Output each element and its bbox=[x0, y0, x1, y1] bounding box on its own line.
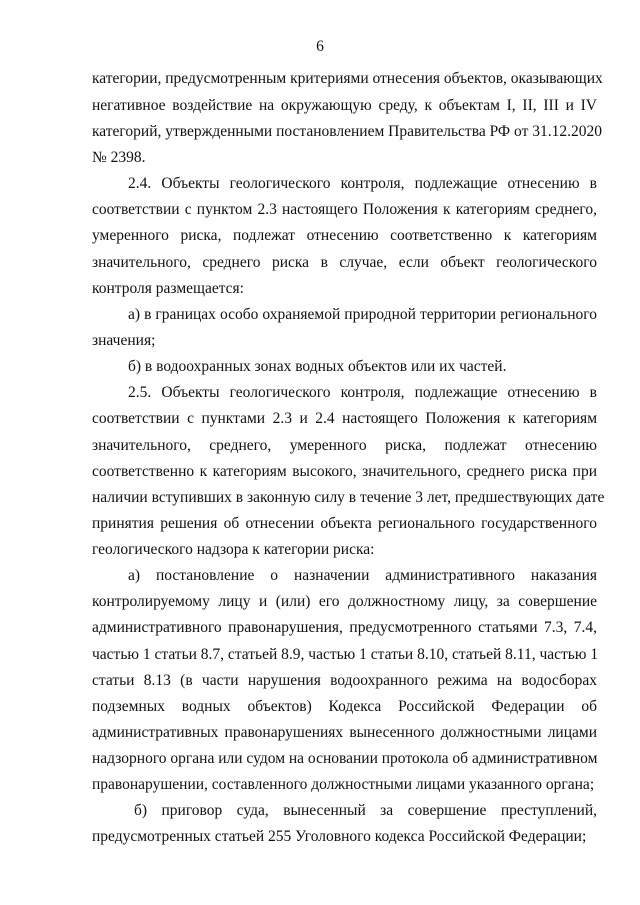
text-line: предусмотренных статьей 255 Уголовного кодекса Российской Федерации; bbox=[92, 828, 587, 845]
text-line: а) постановление о назначении административного наказания bbox=[128, 567, 597, 584]
text-line: б) в водоохранных зонах водных объектов или их частей. bbox=[128, 358, 507, 375]
text-line: подземных водных объектов) Кодекса Российской Федерации об bbox=[92, 698, 597, 715]
text-line: значительного, среднего, умеренного риска, подлежат отнесению bbox=[92, 437, 597, 454]
text-line: категории, предусмотренным критериями отнесения объектов, оказывающих bbox=[92, 70, 603, 87]
text-line: № 2398. bbox=[92, 149, 146, 166]
text-line: контроля размещается: bbox=[92, 280, 244, 297]
text-line: надзорного органа или судом на основании протокола об административном bbox=[92, 750, 598, 767]
text-line: соответствии с пунктами 2.3 и 2.4 настоящего Положения к категориям bbox=[92, 410, 597, 427]
text-line: негативное воздействие на окружающую среду, к объектам I, II, III и IV bbox=[92, 97, 597, 114]
text-line: административных правонарушениях вынесенного должностными лицами bbox=[92, 724, 597, 741]
text-line: соответственно к категориям высокого, значительного, среднего риска при bbox=[92, 463, 597, 480]
page-number: 6 bbox=[316, 38, 324, 55]
text-line: 2.5. Объекты геологического контроля, подлежащие отнесению в bbox=[128, 384, 597, 401]
text-line: значения; bbox=[92, 332, 156, 349]
text-line: контролируемому лицу и (или) его должностному лицу, за совершение bbox=[92, 593, 597, 610]
text-line: правонарушении, составленного должностными лицами указанного органа; bbox=[92, 776, 595, 793]
text-line: геологического надзора к категории риска: bbox=[92, 541, 375, 558]
text-line: а) в границах особо охраняемой природной территории регионального bbox=[128, 306, 597, 323]
text-line: б) приговор суда, вынесенный за совершение преступлений, bbox=[134, 802, 597, 819]
text-line: 2.4. Объекты геологического контроля, подлежащие отнесению в bbox=[128, 175, 597, 192]
text-line: административного правонарушения, предусмотренного статьями 7.3, 7.4, bbox=[92, 619, 597, 636]
text-line: принятия решения об отнесении объекта регионального государственного bbox=[92, 515, 597, 532]
text-line: умеренного риска, подлежат отнесению соответственно к категориям bbox=[92, 227, 597, 244]
text-line: категорий, утвержденными постановлением Правительства РФ от 31.12.2020 bbox=[92, 123, 602, 140]
text-line: наличии вступивших в законную силу в течение 3 лет, предшествующих дате bbox=[92, 489, 605, 506]
text-line: статьи 8.13 (в части нарушения водоохранного режима на водосборах bbox=[92, 672, 597, 689]
text-line: значительного, среднего риска в случае, если объект геологического bbox=[92, 254, 597, 271]
text-line: частью 1 статьи 8.7, статьей 8.9, частью 1 статьи 8.10, статьей 8.11, частью 1 bbox=[92, 646, 599, 663]
text-line: соответствии с пунктом 2.3 настоящего Положения к категориям среднего, bbox=[92, 201, 597, 218]
